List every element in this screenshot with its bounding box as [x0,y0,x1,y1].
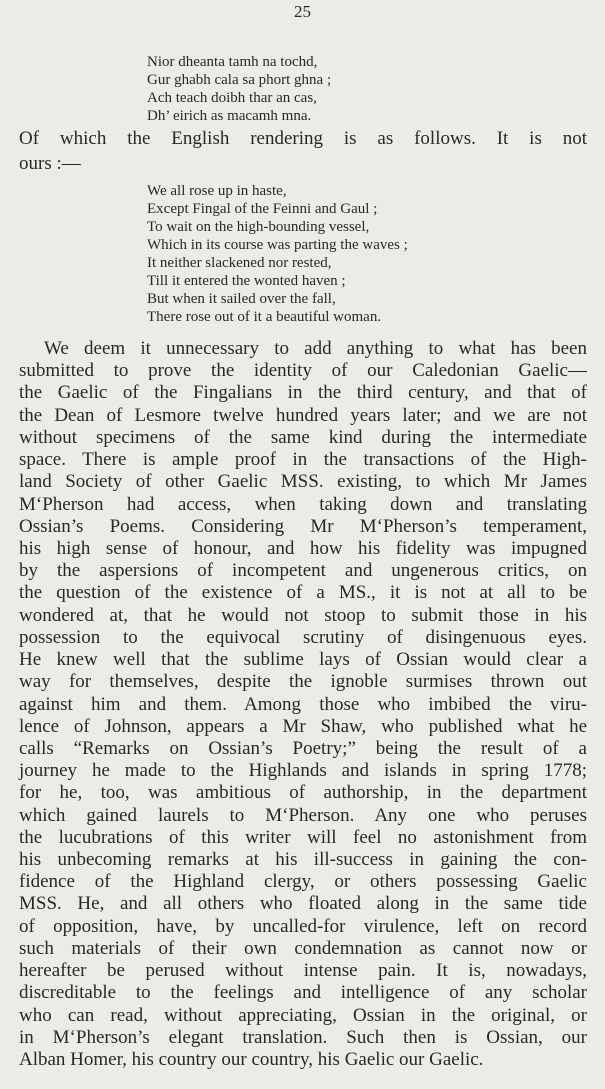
body-text-line: calls “Remarks on Ossian’s Poetry;” being the result of a [19,738,587,759]
body-text-line: discreditable to the feelings and intelligence of any scholar [19,982,587,1003]
english-verse-line: There rose out of it a beautiful woman. [147,309,382,325]
english-verse-line: We all rose up in haste, [147,183,287,199]
body-text-line: against him and them. Among those who imbibed the viru- [19,694,587,715]
body-text-line: space. There is ample proof in the transactions of the High- [19,449,587,470]
body-text-line: hereafter be perused without intense pain. It is, nowadays, [19,960,587,981]
body-text-line: the lucubrations of this writer will feel no astonishment from [19,827,587,848]
body-text-line: such materials of their own condemnation as cannot now or [19,938,587,959]
body-text-line: Ossian’s Poems. Considering Mr M‘Pherson’s temperament, [19,516,587,537]
gaelic-verse-line: Ach teach doibh thar an cas, [147,90,317,106]
body-text-line: the question of the existence of a MS., it is not at all to be [19,582,587,603]
gaelic-verse-line: Gur ghabh cala sa phort ghna ; [147,72,332,88]
gaelic-verse-line: Nior dheanta tamh na tochd, [147,54,318,70]
body-text-line: who can read, without appreciating, Ossian in the original, or [19,1005,587,1026]
english-verse-line: Except Fingal of the Feinni and Gaul ; [147,201,378,217]
body-text-line: wondered at, that he would not stoop to submit those in his [19,605,587,626]
body-text-line: possession to the equivocal scrutiny of disingenuous eyes. [19,627,587,648]
body-text-line: M‘Pherson had access, when taking down and translating [19,494,587,515]
body-text-line: lence of Johnson, appears a Mr Shaw, who published what he [19,716,587,737]
body-text-line: by the aspersions of incompetent and ungenerous critics, on [19,560,587,581]
english-verse-line: But when it sailed over the fall, [147,291,336,307]
body-text-line: We deem it unnecessary to add anything to what has been [44,338,587,359]
intro-line: ours :— [19,153,81,174]
english-verse-line: Which in its course was parting the waves ; [147,237,408,253]
body-text-line: which gained laurels to M‘Pherson. Any one who peruses [19,805,587,826]
body-text-line: submitted to prove the identity of our Caledonian Gaelic— [19,360,587,381]
body-text-line: in M‘Pherson’s elegant translation. Such then is Ossian, our [19,1027,587,1048]
body-text-line: way for themselves, despite the ignoble surmises thrown out [19,671,587,692]
gaelic-verse-line: Dh’ eirich as macamh mna. [147,108,312,124]
page-number: 25 [294,2,311,21]
english-verse-line: To wait on the high-bounding vessel, [147,219,370,235]
body-text-line: He knew well that the sublime lays of Ossian would clear a [19,649,587,670]
body-text-line: MSS. He, and all others who floated along in the same tide [19,893,587,914]
body-text-line: of opposition, have, by uncalled-for virulence, left on record [19,916,587,937]
body-text-line: the Gaelic of the Fingalians in the third century, and that of [19,382,587,403]
body-text-line: without specimens of the same kind during the intermediate [19,427,587,448]
body-text-line: his unbecoming remarks at his ill-success in gaining the con- [19,849,587,870]
body-text-line: fidence of the Highland clergy, or others possessing Gaelic [19,871,587,892]
body-text-line: for he, too, was ambitious of authorship, in the department [19,782,587,803]
english-verse-line: Till it entered the wonted haven ; [147,273,346,289]
intro-line: Of which the English rendering is as follows. It is not [19,128,587,149]
body-text-line: his high sense of honour, and how his fidelity was impugned [19,538,587,559]
body-text-line: Alban Homer, his country our country, his Gaelic our Gaelic. [19,1049,484,1070]
english-verse-line: It neither slackened nor rested, [147,255,332,271]
body-text-line: the Dean of Lesmore twelve hundred years later; and we are not [19,405,587,426]
body-text-line: land Society of other Gaelic MSS. existing, to which Mr James [19,471,587,492]
body-text-line: journey he made to the Highlands and islands in spring 1778; [19,760,587,781]
